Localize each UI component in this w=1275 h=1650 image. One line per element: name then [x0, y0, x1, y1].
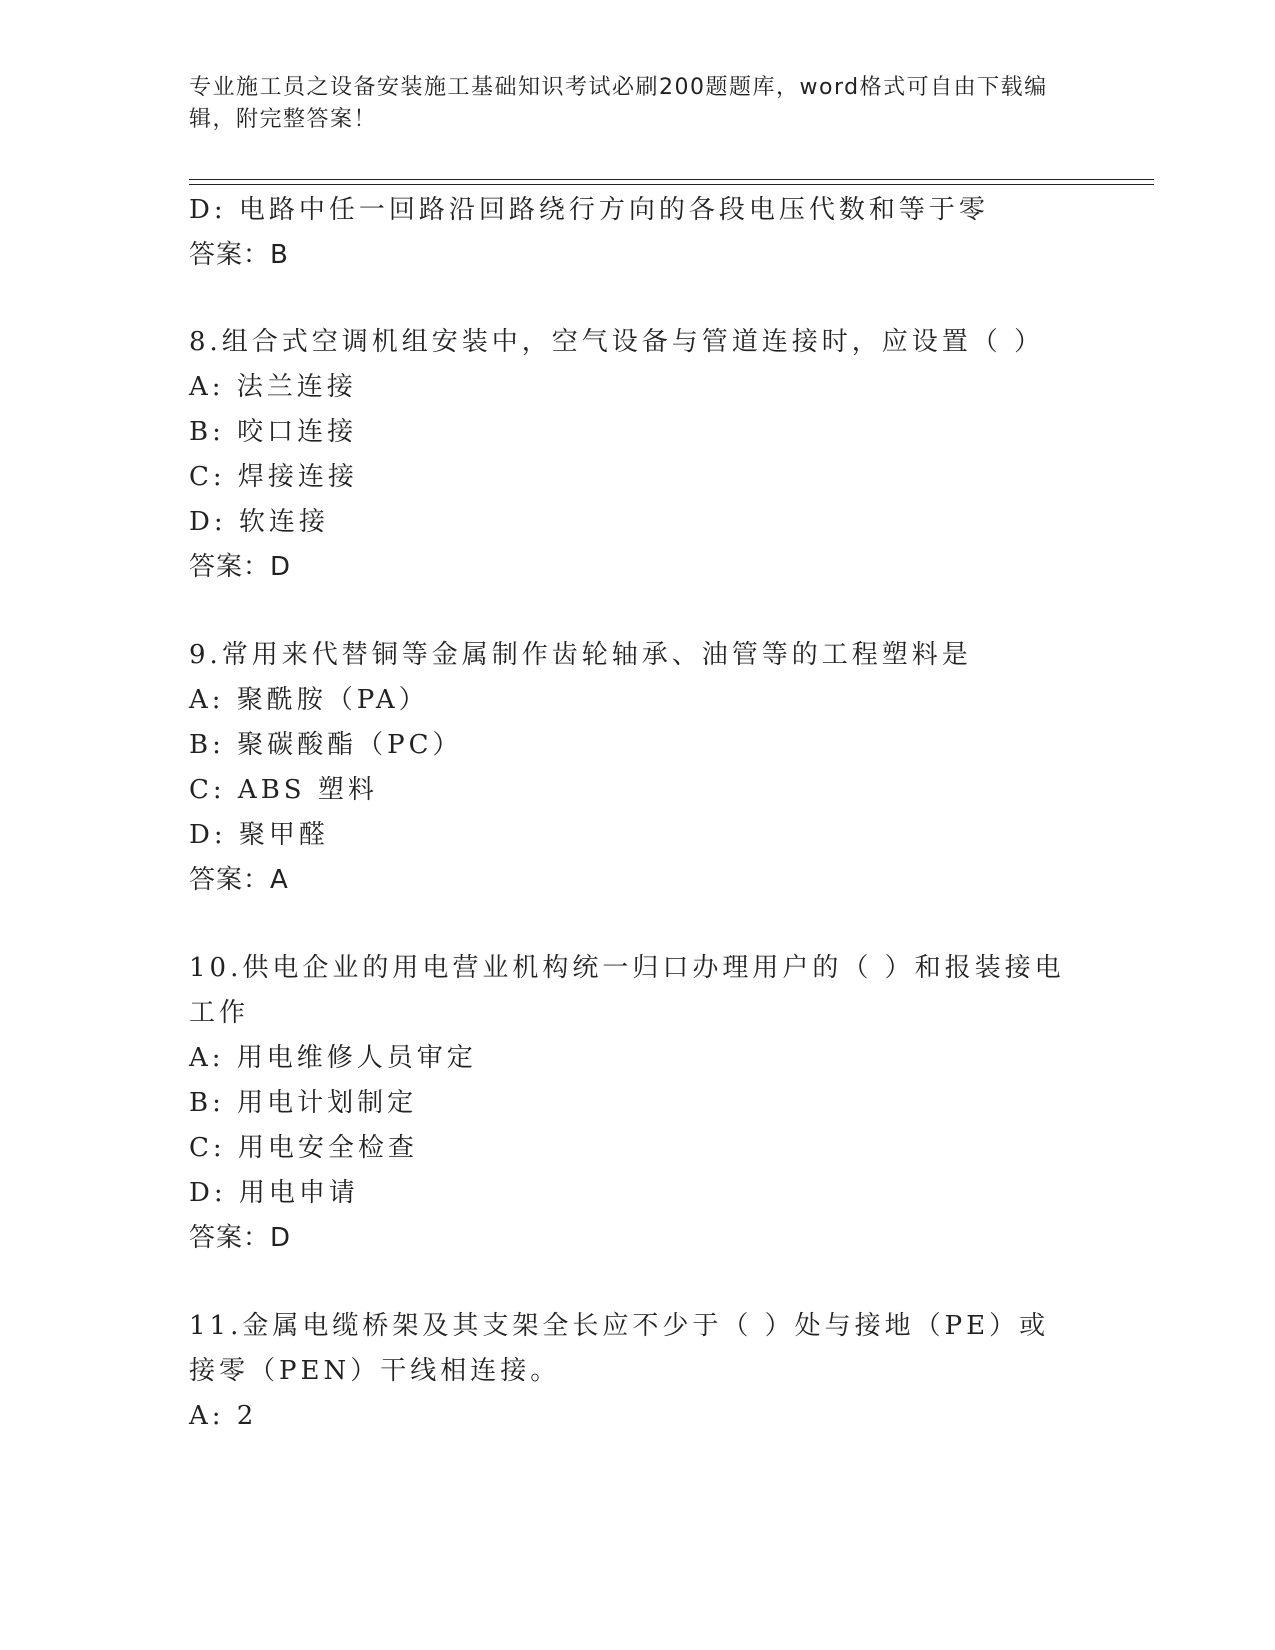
- question-9-option-d: D: 聚甲醛: [189, 820, 329, 850]
- question-10-answer: 答案：D: [189, 1223, 292, 1253]
- question-11-stem: 11.金属电缆桥架及其支架全长应不少于（ ）处与接地（PE）或接零（PEN）干线相连接。: [189, 1311, 1050, 1386]
- question-9-option-a: A: 聚酰胺（PA）: [189, 685, 429, 715]
- question-10-option-a: A: 用电维修人员审定: [189, 1043, 477, 1073]
- question-8-option-c: C: 焊接连接: [189, 462, 358, 492]
- question-9-option-c: C: ABS 塑料: [189, 775, 378, 805]
- question-9-stem: 9.常用来代替铜等金属制作齿轮轴承、油管等的工程塑料是: [189, 640, 972, 670]
- prev-question-option-d: D: 电路中任一回路沿回路绕行方向的各段电压代数和等于零: [189, 195, 989, 225]
- question-11-option-a: A: 2: [189, 1401, 258, 1431]
- question-10-option-b: B: 用电计划制定: [189, 1088, 418, 1118]
- question-8-option-d: D: 软连接: [189, 507, 329, 537]
- question-9-option-b: B: 聚碳酸酯（PC）: [189, 730, 463, 760]
- question-8-answer: 答案：D: [189, 552, 292, 582]
- question-10-stem: 10.供电企业的用电营业机构统一归口办理用户的（ ）和报装接电工作: [189, 953, 1065, 1028]
- header-divider-bottom: [189, 184, 1154, 185]
- question-9-answer: 答案：A: [189, 865, 289, 895]
- document-header: 专业施工员之设备安装施工基础知识考试必刷200题题库，word格式可自由下载编辑，附完整答案！: [189, 75, 1048, 132]
- question-8-option-a: A: 法兰连接: [189, 372, 357, 402]
- question-8-stem: 8.组合式空调机组安装中，空气设备与管道连接时，应设置（ ）: [189, 327, 1045, 357]
- prev-question-answer: 答案：B: [189, 240, 289, 270]
- question-10-option-c: C: 用电安全检查: [189, 1133, 418, 1163]
- header-divider-top: [189, 179, 1154, 180]
- question-8-option-b: B: 咬口连接: [189, 417, 358, 447]
- question-10-option-d: D: 用电申请: [189, 1178, 359, 1208]
